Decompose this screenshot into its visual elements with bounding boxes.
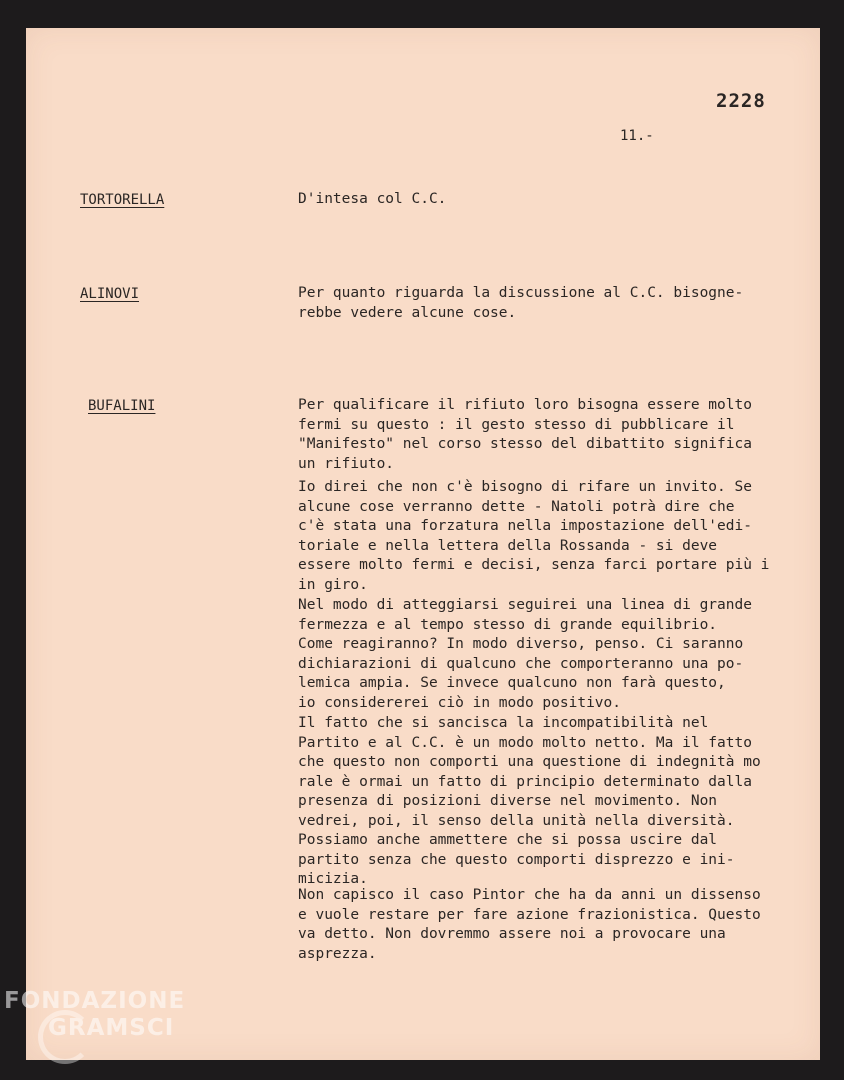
page-number: 2228 bbox=[716, 90, 766, 112]
speaker-alinovi: ALINOVI bbox=[80, 286, 140, 302]
page-sub-number: 11.- bbox=[620, 128, 654, 144]
speech-bufalini-paragraph-4: Il fatto che si sancisca la incompatibilità nel Partito e al C.C. è un modo molto netto. Ma il fatto che questo non comporti una questione di indegnità mo rale è ormai un fatto di principio determinato dalla presenza di posizioni diverse nel movimento. Non vedrei, poi, il senso della unità nella diversità. Possiamo anche ammettere che si possa uscire dal partito senza che questo comporti disprezzo e ini- micizia. bbox=[298, 715, 761, 887]
speech-bufalini-paragraph-2: Io direi che non c'è bisogno di rifare un invito. Se alcune cose verranno dette - Natoli potrà dire che c'è stata una forzatura nella impostazione dell'edi- toriale e nella lettera della Rossanda - si deve essere molto fermi e decisi, senza farci portare più i in giro. bbox=[298, 479, 770, 593]
watermark-line-1: FONDAZIONE bbox=[4, 988, 186, 1014]
speech-alinovi-paragraph: Per quanto riguarda la discussione al C.C. bisogne- rebbe vedere alcune cose. bbox=[298, 285, 744, 321]
fondazione-gramsci-watermark bbox=[4, 990, 185, 1040]
speech-tortorella-paragraph: D'intesa col C.C. bbox=[298, 191, 447, 207]
speaker-bufalini: BUFALINI bbox=[88, 398, 156, 414]
watermark-line-2: GRAMSCI bbox=[48, 1015, 175, 1041]
watermark-g-logo-icon bbox=[38, 1010, 92, 1064]
speech-bufalini-paragraph-5: Non capisco il caso Pintor che ha da anni un dissenso e vuole restare per fare azione frazionistica. Questo va detto. Non dovremmo assere noi a provocare una asprezza. bbox=[298, 887, 761, 962]
speech-bufalini-paragraph-3: Nel modo di atteggiarsi seguirei una linea di grande fermezza e al tempo stesso di grande equilibrio. Come reagiranno? In modo diverso, penso. Ci saranno dichiarazioni di qualcuno che comporteranno una po- lemica ampia. Se invece qualcuno non farà questo, io considererei ciò in modo positivo. bbox=[298, 597, 752, 711]
speech-bufalini-paragraph-1: Per qualificare il rifiuto loro bisogna essere molto fermi su questo : il gesto stesso di pubblicare il "Manifesto" nel corso stesso del dibattito significa un rifiuto. bbox=[298, 397, 752, 472]
speaker-tortorella: TORTORELLA bbox=[80, 192, 165, 208]
